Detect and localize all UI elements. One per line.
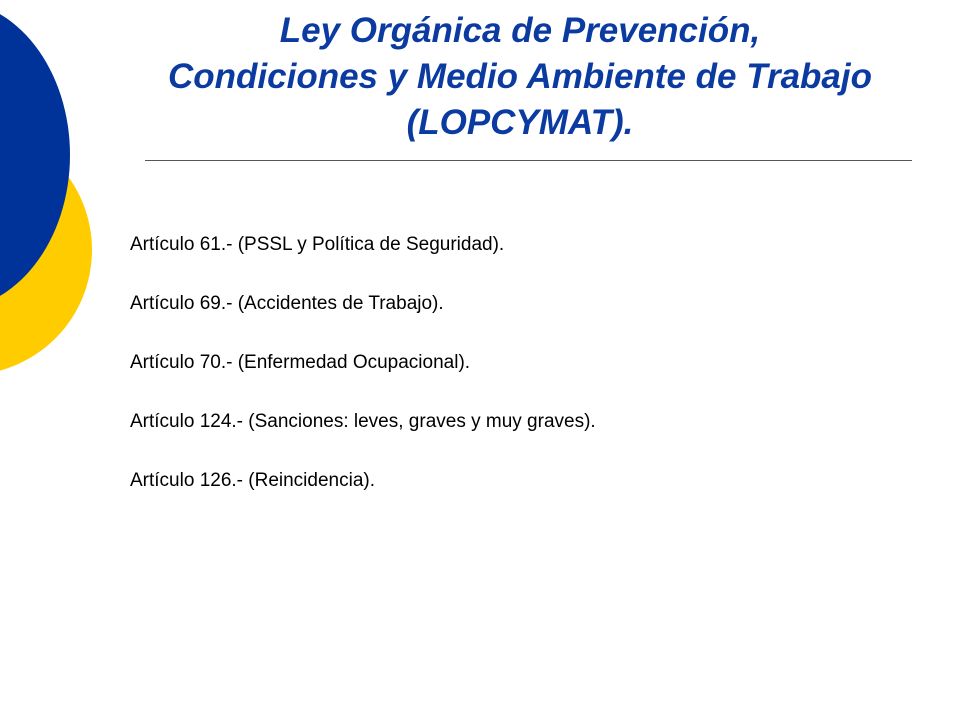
title-line-3: (LOPCYMAT). (406, 103, 634, 142)
article-item-70: Artículo 70.- (Enfermedad Ocupacional). (130, 352, 471, 373)
title-divider (145, 160, 912, 161)
title-line-2: Condiciones y Medio Ambiente de Trabajo (168, 57, 872, 96)
title-line-1: Ley Orgánica de Prevención, (279, 11, 761, 50)
article-item-126: Artículo 126.- (Reincidencia). (130, 470, 375, 491)
article-item-61: Artículo 61.- (PSSL y Política de Seguridad). (130, 234, 505, 255)
slide-title (80, 8, 960, 146)
article-item-69: Artículo 69.- (Accidentes de Trabajo). (130, 293, 444, 314)
article-item-124: Artículo 124.- (Sanciones: leves, graves y muy graves). (130, 411, 596, 432)
article-list (130, 231, 596, 526)
